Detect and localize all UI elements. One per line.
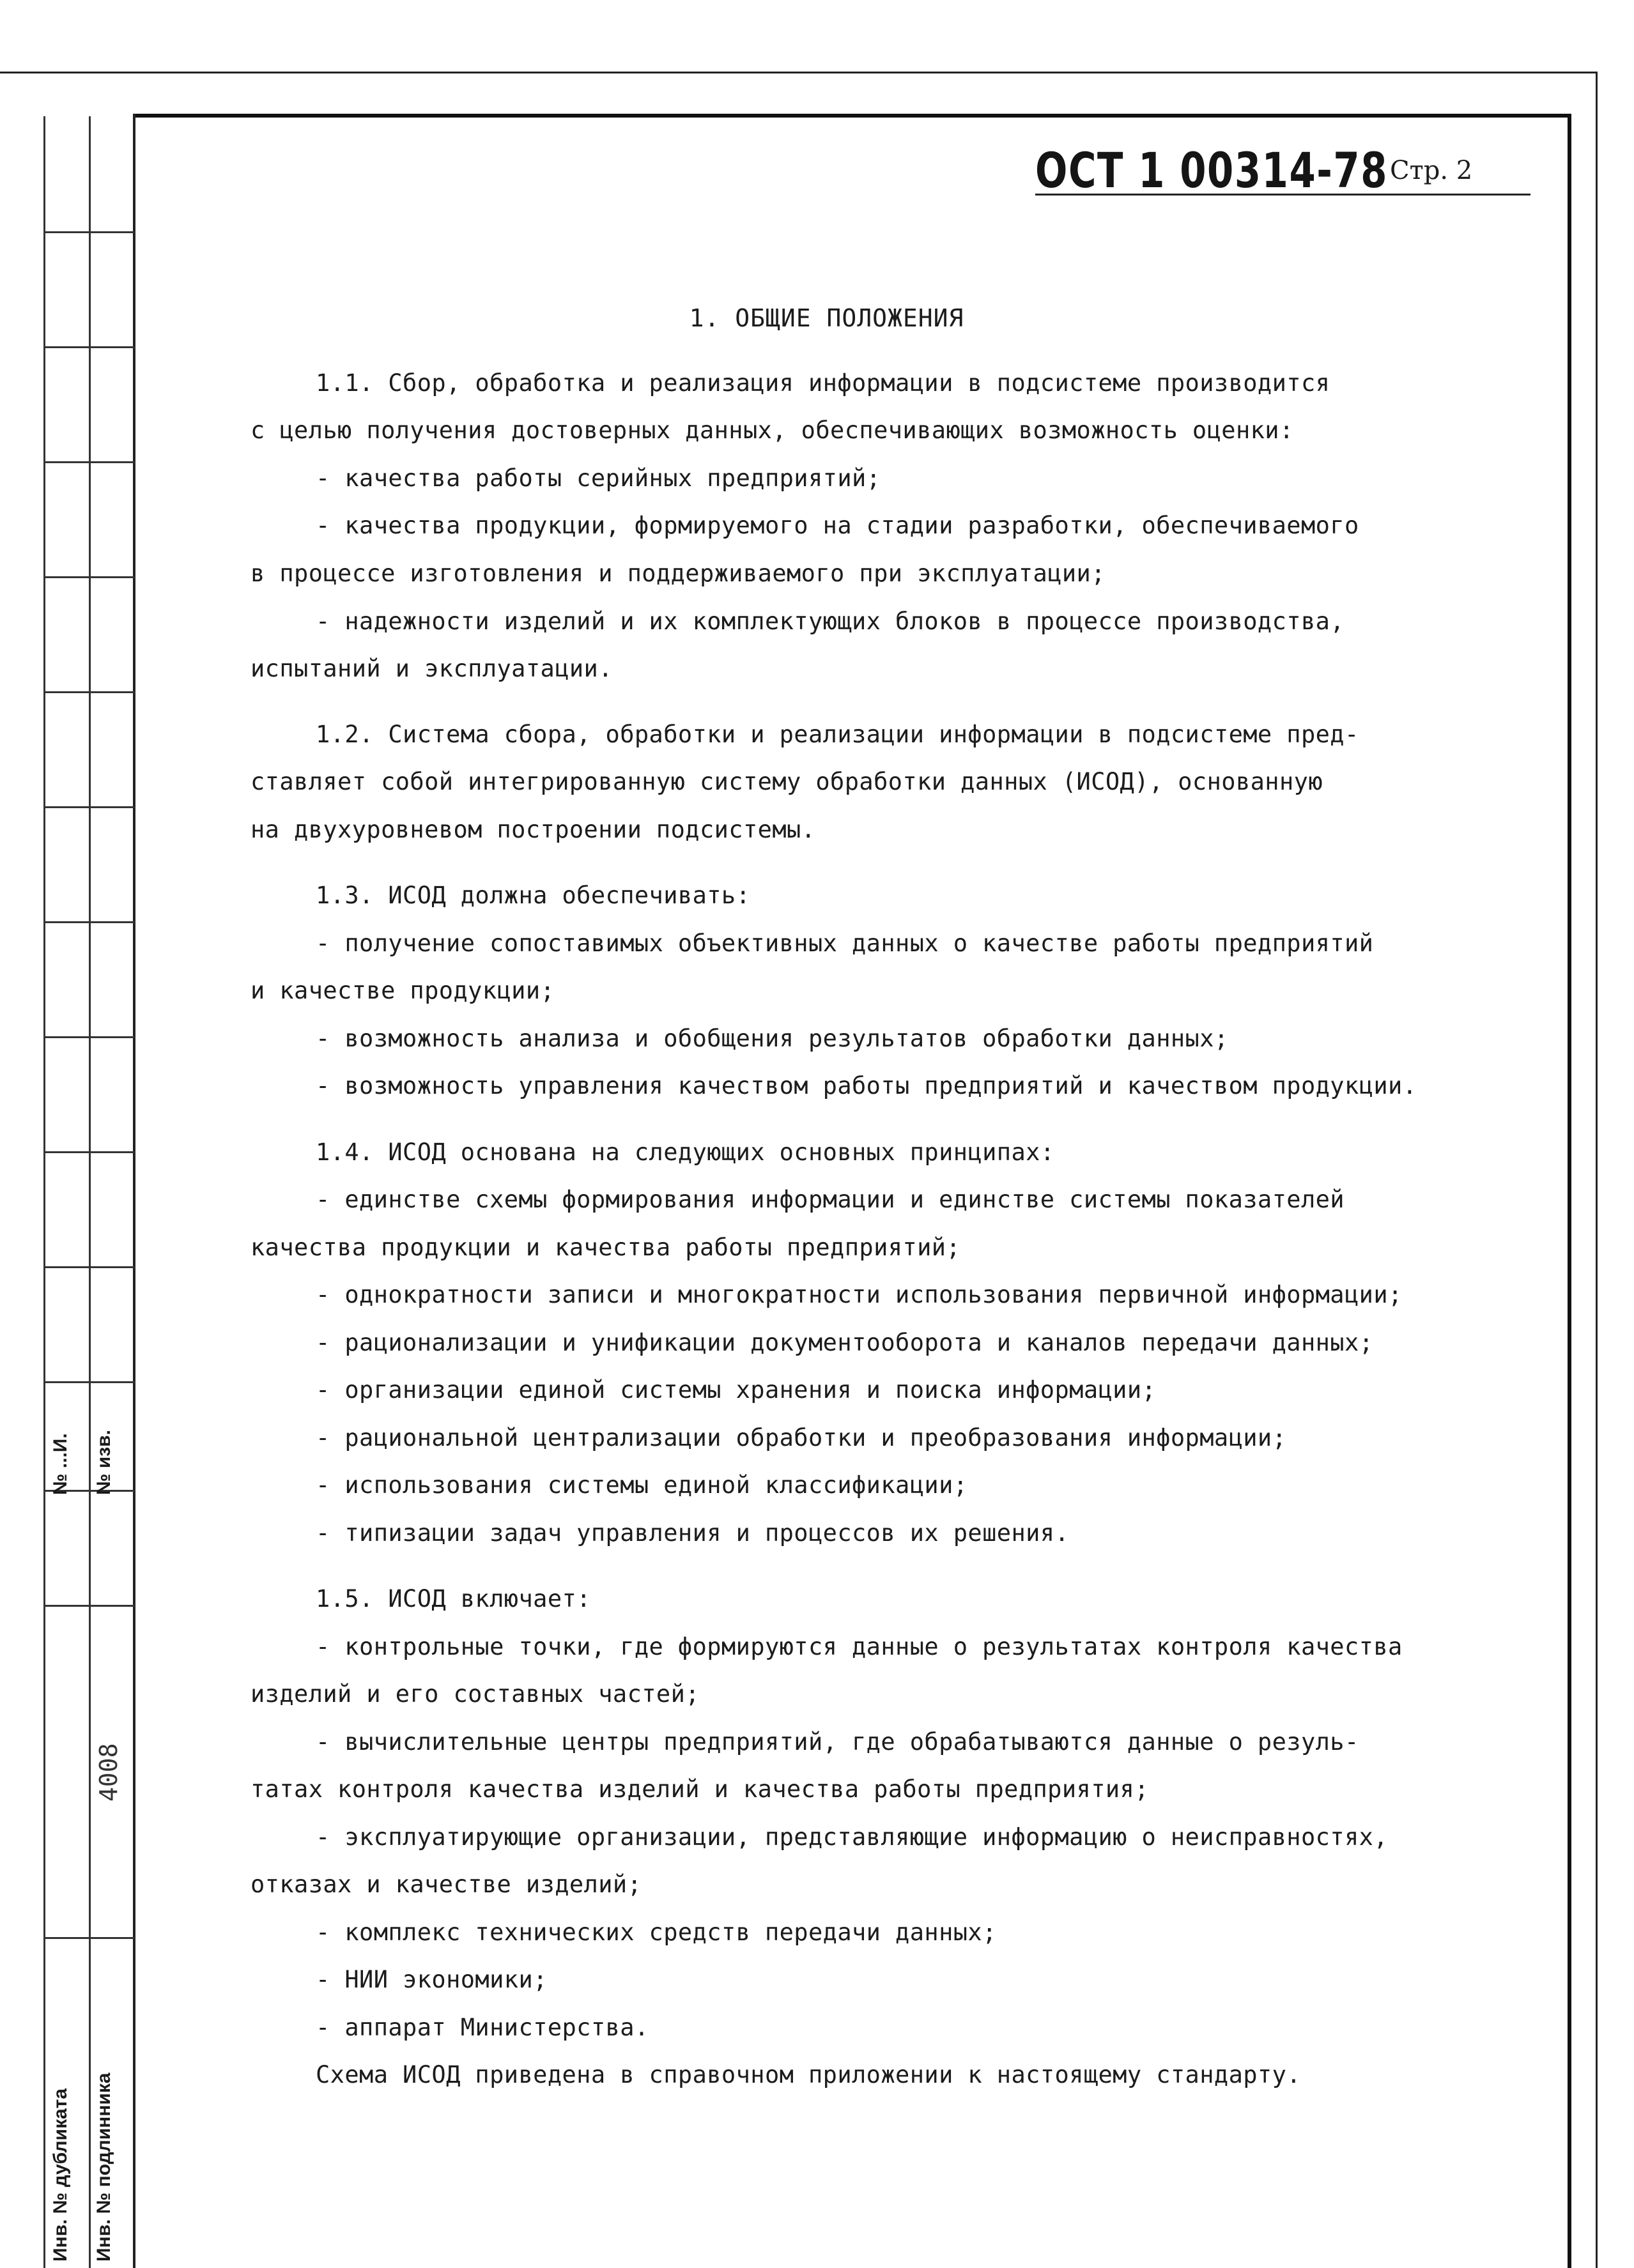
paragraph-line: в процессе изготовления и поддерживаемого при эксплуатации;	[250, 560, 1106, 587]
no-label: № ...И.	[50, 1433, 71, 1495]
paragraph-line: на двухуровневом построении подсистемы.	[250, 816, 816, 843]
section-title: 1. ОБЩИЕ ПОЛОЖЕНИЯ	[689, 304, 964, 332]
list-item: - рационализации и унификации документооборота и каналов передачи данных;	[316, 1329, 1374, 1356]
list-item: - использования системы единой классификации;	[316, 1471, 968, 1499]
paragraph-line: ставляет собой интегрированную систему обработки данных (ИСОД), основанную	[250, 768, 1323, 795]
paragraph-line: татах контроля качества изделий и качества работы предприятия;	[250, 1775, 1149, 1803]
page-number: Стр. 2	[1390, 156, 1473, 185]
list-item: - эксплуатирующие организации, представляющие информацию о неисправностях,	[316, 1823, 1389, 1851]
paragraph-line: 1.2. Система сбора, обработки и реализации информации в подсистеме пред-	[316, 721, 1359, 748]
list-item: - контрольные точки, где формируются данные о результатах контроля качества	[316, 1633, 1403, 1660]
paragraph-line: изделий и его составных частей;	[250, 1680, 700, 1708]
list-item: - получение сопоставимых объективных данных о качестве работы предприятий	[316, 930, 1374, 957]
inner-frame-right	[1568, 114, 1571, 2268]
list-item: - единстве схемы формирования информации и единстве системы показателей	[316, 1186, 1345, 1213]
paragraph-line: с целью получения достоверных данных, обеспечивающих возможность оценки:	[250, 417, 1294, 444]
paragraph-line: и качестве продукции;	[250, 977, 555, 1004]
inner-frame-top	[134, 114, 1569, 118]
paragraph-line: Схема ИСОД приведена в справочном приложении к настоящему стандарту.	[316, 2061, 1301, 2088]
inv-podlinnika-label: Инв. № подлинника	[93, 2073, 114, 2262]
list-item: - качества продукции, формируемого на стадии разработки, обеспечиваемого	[316, 512, 1359, 539]
list-item: - вычислительные центры предприятий, где обрабатываются данные о резуль-	[316, 1728, 1359, 1756]
list-item: - рациональной централизации обработки и преобразования информации;	[316, 1424, 1287, 1452]
margin-stamp	[43, 116, 135, 2268]
list-item: - однократности записи и многократности использования первичной информации;	[316, 1281, 1403, 1308]
list-item: - организации единой системы хранения и поиска информации;	[316, 1376, 1157, 1404]
outer-frame-right	[1596, 72, 1598, 2268]
paragraph-line: 1.3. ИСОД должна обеспечивать:	[316, 882, 751, 909]
no-izv-label: № изв.	[93, 1430, 114, 1495]
paragraph-line: 1.1. Сбор, обработка и реализация информации в подсистеме производится	[316, 369, 1330, 397]
list-item: - надежности изделий и их комплектующих блоков в процессе производства,	[316, 608, 1345, 635]
list-item: - возможность анализа и обобщения результатов обработки данных;	[316, 1025, 1229, 1052]
paragraph-line: испытаний и эксплуатации.	[250, 655, 613, 682]
outer-frame-top	[0, 72, 1598, 73]
list-item: - аппарат Министерства.	[316, 2014, 649, 2041]
stamp-number: 4008	[95, 1743, 123, 1802]
list-item: - возможность управления качеством работы предприятий и качеством продукции.	[316, 1072, 1417, 1100]
paragraph-line: отказах и качестве изделий;	[250, 1871, 642, 1898]
header-underline	[1035, 194, 1530, 195]
paragraph-line: 1.5. ИСОД включает:	[316, 1585, 591, 1613]
paragraph-line: качества продукции и качества работы предприятий;	[250, 1234, 961, 1261]
list-item: - НИИ экономики;	[316, 1966, 548, 1993]
inv-dublikata-label: Инв. № дубликата	[50, 2088, 71, 2262]
list-item: - типизации задач управления и процессов их решения.	[316, 1519, 1070, 1547]
list-item: - комплекс технических средств передачи данных;	[316, 1919, 997, 1946]
document-header	[1035, 142, 1534, 199]
list-item: - качества работы серийных предприятий;	[316, 464, 881, 492]
paragraph-line: 1.4. ИСОД основана на следующих основных принципах:	[316, 1138, 1055, 1166]
document-code: ОСТ 1 00314-78	[1035, 142, 1389, 199]
